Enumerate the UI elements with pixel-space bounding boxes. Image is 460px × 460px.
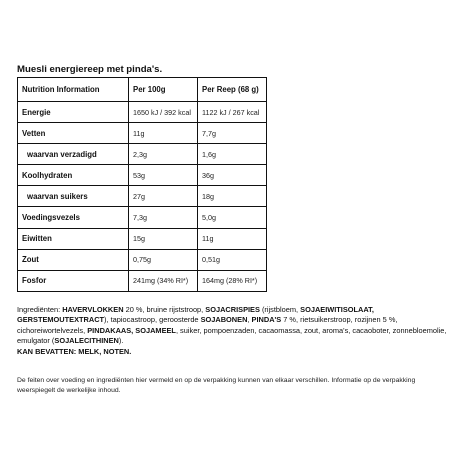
nutrient-label: Eiwitten <box>18 228 129 249</box>
ingredient-text-segment: 20 %, bruine rijststroop, <box>123 305 206 314</box>
table-header-row <box>18 78 267 102</box>
header-nutrition-information: Nutrition Information <box>18 78 129 102</box>
value-per-serving: 5,0g <box>198 207 267 228</box>
ingredient-allergen-highlight: SOJABONEN <box>200 315 248 325</box>
table-row <box>18 186 267 207</box>
nutrient-label: waarvan verzadigd <box>18 144 129 165</box>
nutrition-table <box>17 77 267 292</box>
disclaimer-text: De feiten over voeding en ingrediënten hier vermeld en op de verpakking kunnen van elkaar verschillen. Informatie op de verpakking weerspiegelt de werkelijke inhoud. <box>17 377 416 394</box>
value-per-100g: 27g <box>129 186 198 207</box>
value-per-100g: 11g <box>129 123 198 144</box>
value-per-serving: 0,51g <box>198 249 267 270</box>
ingredient-text-segment: , suiker, pompoenzaden, cacaomassa, zout, aroma's, cacaoboter, zonnebloemolie, emulgator ( <box>17 325 447 346</box>
ingredient-allergen-highlight: PINDAKAAS, SOJAMEEL <box>87 325 176 335</box>
table-row <box>18 123 267 144</box>
allergen-warning: KAN BEVATTEN: MELK, NOTEN. <box>17 346 132 356</box>
ingredient-text-segment: ), tapiocastroop, geroosterde <box>104 315 201 325</box>
table-row <box>18 228 267 249</box>
value-per-serving: 18g <box>198 186 267 207</box>
ingredient-allergen-highlight: SOJAEIWITISOLAAT, GERSTEMOUTEXTRACT <box>17 305 374 325</box>
value-per-serving: 11g <box>198 228 267 249</box>
ingredient-text-segment: , <box>247 315 252 325</box>
ingredient-text-segment: (rijstbloem, <box>259 305 301 314</box>
value-per-100g: 0,75g <box>129 249 198 270</box>
value-per-serving: 7,7g <box>198 123 267 144</box>
header-per-100g: Per 100g <box>129 78 198 102</box>
value-per-100g: 241mg (34% RI*) <box>129 270 198 291</box>
value-per-100g: 7,3g <box>129 207 198 228</box>
nutrient-label: Fosfor <box>18 270 129 291</box>
nutrient-label: Zout <box>18 249 129 270</box>
ingredient-text-segment: 7 %, rietsuikerstroop, rozijnen 5 %, cichoreiwortelvezels, <box>17 315 398 335</box>
value-per-serving: 164mg (28% RI*) <box>198 270 267 291</box>
value-per-serving: 36g <box>198 165 267 186</box>
table-row <box>18 207 267 228</box>
ingredient-allergen-highlight: PINDA'S <box>251 315 282 325</box>
product-title: Muesli energiereep met pinda's. <box>17 64 163 75</box>
nutrient-label: waarvan suikers <box>18 186 129 207</box>
value-per-100g: 53g <box>129 165 198 186</box>
ingredient-text-segment: ). <box>118 336 124 346</box>
table-row <box>18 249 267 270</box>
value-per-100g: 1650 kJ / 392 kcal <box>129 102 198 123</box>
ingredient-allergen-highlight: SOJACRISPIES <box>205 305 260 314</box>
table-row <box>18 165 267 186</box>
ingredient-allergen-highlight: HAVERVLOKKEN <box>62 305 124 314</box>
nutrient-label: Voedingsvezels <box>18 207 129 228</box>
value-per-100g: 15g <box>129 228 198 249</box>
table-row <box>18 102 267 123</box>
value-per-100g: 2,3g <box>129 144 198 165</box>
nutrient-label: Koolhydraten <box>18 165 129 186</box>
ingredients-text <box>17 305 446 345</box>
ingredients-block <box>17 305 447 357</box>
table-row <box>18 144 267 165</box>
value-per-serving: 1,6g <box>198 144 267 165</box>
nutrient-label: Energie <box>18 102 129 123</box>
ingredient-allergen-highlight: SOJALECITHINEN <box>54 336 119 346</box>
ingredient-text-segment: Ingrediënten: <box>17 305 63 314</box>
nutrient-label: Vetten <box>18 123 129 144</box>
header-per-serving: Per Reep (68 g) <box>198 78 267 102</box>
table-row <box>18 270 267 291</box>
value-per-serving: 1122 kJ / 267 kcal <box>198 102 267 123</box>
